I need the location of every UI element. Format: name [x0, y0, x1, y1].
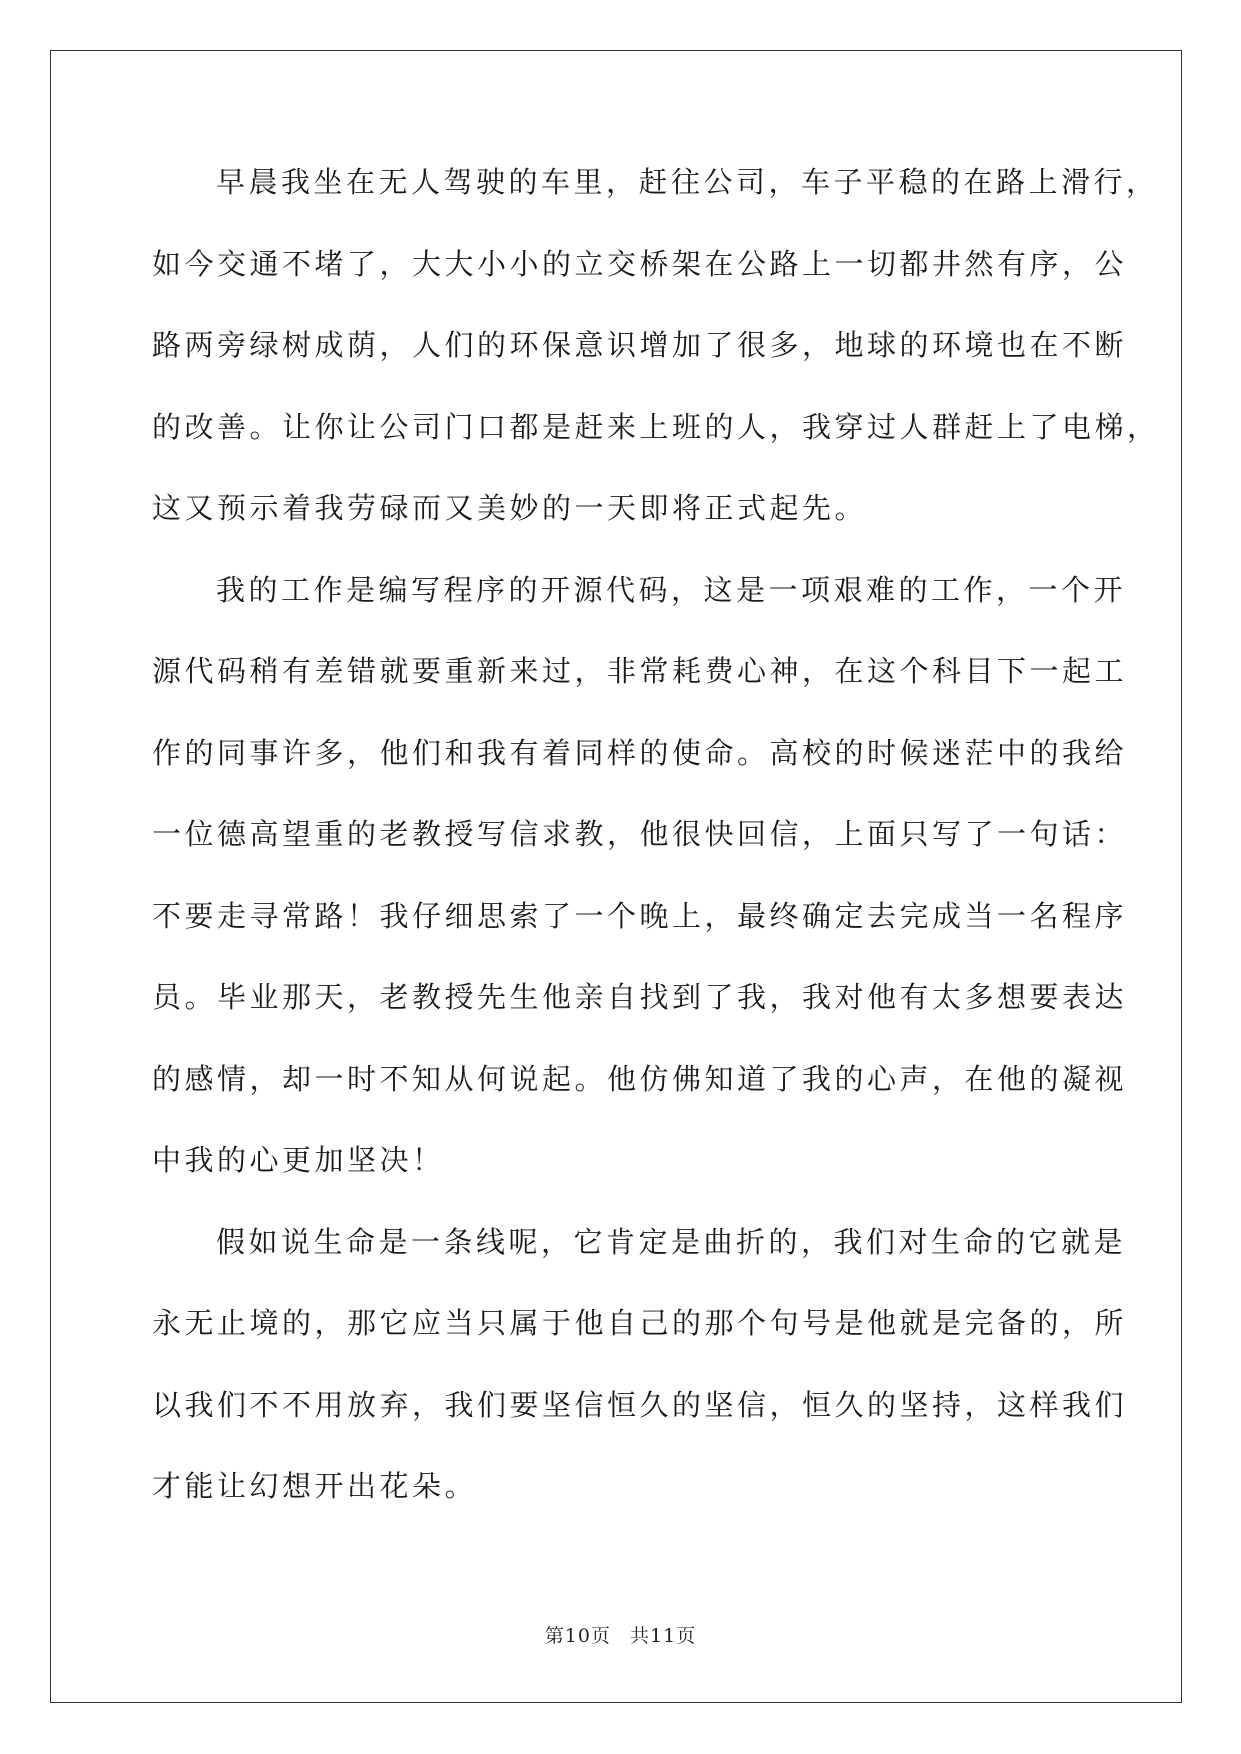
paragraph-1-line-3: 路两旁绿树成荫，人们的环保意识增加了很多，地球的环境也在不断 — [152, 328, 1128, 362]
paragraph-3-line-4: 才能让幻想开出花朵。 — [152, 1469, 478, 1503]
document-body — [152, 160, 1160, 1546]
paragraph-1-line-2: 如今交通不堵了，大大小小的立交桥架在公路上一切都井然有序，公 — [152, 246, 1128, 281]
paragraph-1-line-4: 的改善。让你让公司门口都是赶来上班的人，我穿过人群赶上了电梯， — [152, 409, 1160, 444]
paragraph-2-line-8: 中我的心更加坚决！ — [152, 1143, 445, 1177]
paragraph-2-line-6: 员。毕业那天，老教授先生他亲自找到了我，我对他有太多想要表达 — [152, 980, 1128, 1014]
current-page-number: 第10页 — [544, 1625, 611, 1647]
paragraph-3-line-1: 假如说生命是一条线呢，它肯定是曲折的，我们对生命的它就是 — [216, 1224, 1127, 1259]
paragraph-3-line-2: 永无止境的，那它应当只属于他自己的那个句号是他就是完备的，所 — [152, 1306, 1128, 1340]
paragraph-1-line-1: 早晨我坐在无人驾驶的车里，赶往公司，车子平稳的在路上滑行， — [216, 165, 1159, 199]
paragraph-2-line-1: 我的工作是编写程序的开源代码，这是一项艰难的工作，一个开 — [216, 572, 1127, 607]
paragraph-2-line-4: 一位德高望重的老教授写信求教，他很快回信，上面只写了一句话： — [152, 817, 1128, 851]
paragraph-2-line-5: 不要走寻常路！我仔细思索了一个晚上，最终确定去完成当一名程序 — [152, 898, 1128, 933]
page-footer — [0, 1621, 1241, 1648]
total-page-count: 共11页 — [630, 1625, 697, 1647]
paragraph-2-line-3: 作的同事许多，他们和我有着同样的使命。高校的时候迷茫中的我给 — [152, 735, 1128, 770]
paragraph-1-line-5: 这又预示着我劳碌而又美妙的一天即将正式起先。 — [152, 491, 868, 525]
paragraph-2-line-7: 的感情，却一时不知从何说起。他仿佛知道了我的心声，在他的凝视 — [152, 1061, 1128, 1096]
paragraph-2-line-2: 源代码稍有差错就要重新来过，非常耗费心神，在这个科目下一起工 — [152, 654, 1128, 688]
paragraph-3-line-3: 以我们不不用放弃，我们要坚信恒久的坚信，恒久的坚持，这样我们 — [152, 1387, 1128, 1422]
